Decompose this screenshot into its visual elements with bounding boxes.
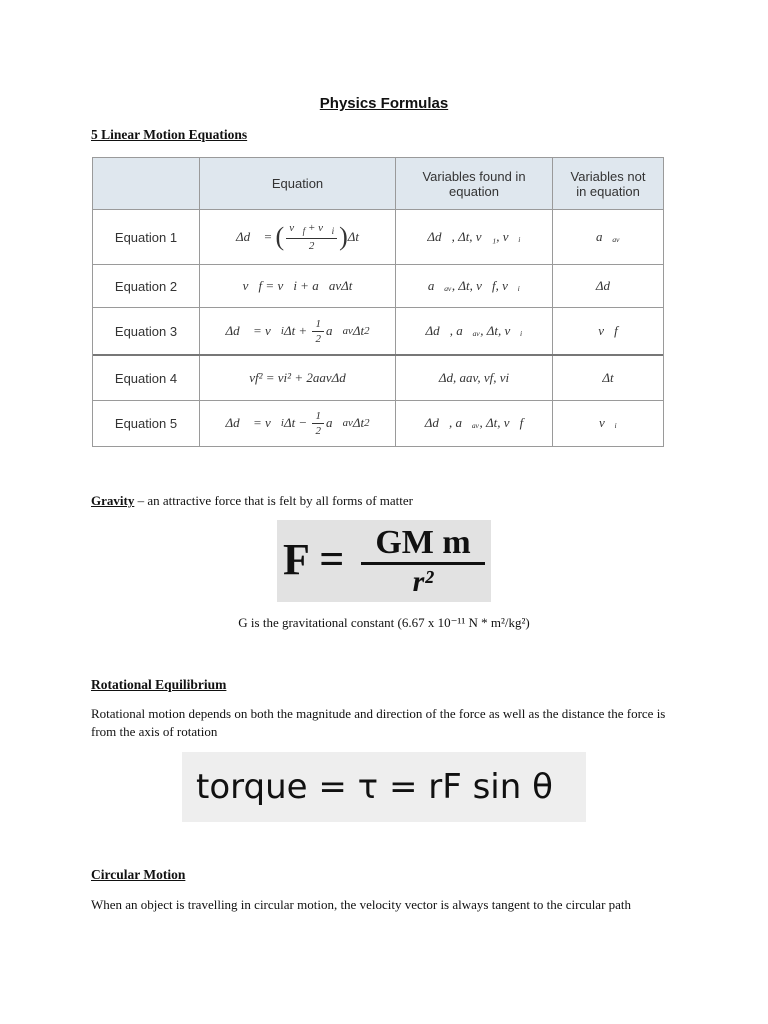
row-not: a⃗ₐᵥ [595, 229, 621, 244]
header-equation: Equation [271, 176, 324, 191]
equation-2-formula: v⃗f = v⃗i + a⃗avΔt [242, 278, 353, 293]
gravity-term: Gravity [91, 493, 135, 508]
row-label: Equation 5 [114, 415, 178, 431]
row-not: Δd⃗ [595, 278, 621, 293]
row-found: Δd, aav, vf, vi [438, 370, 510, 385]
row-label: Equation 1 [114, 229, 178, 245]
gravity-formula-lhs: F = [283, 535, 345, 584]
row-found: Δd⃗, a⃗ₐᵥ, Δt, v⃗f [424, 415, 524, 430]
row-label: Equation 3 [114, 323, 178, 339]
equation-3-formula: Δd⃗ = v⃗ i Δt + $\frac{1}{2}$ a⃗ av Δt 2 [225, 317, 370, 345]
equation-4-formula: vf² = vi² + 2aavΔd [249, 370, 346, 385]
circular-text: When an object is travelling in circular motion, the velocity vector is always tangent to the circular path [91, 897, 632, 912]
gravity-definition [91, 492, 413, 510]
rotational-heading: Rotational Equilibrium [91, 677, 227, 692]
gravity-formula-numerator: GM m [361, 524, 485, 565]
equation-1-formula: Δ d⃗ = ( $\frac{v⃗_f + v⃗_i}{2}$ ) Δt [235, 221, 360, 253]
row-not: Δt [602, 370, 614, 385]
row-label: Equation 2 [114, 278, 178, 294]
header-variables-found: Variables found in equation [422, 168, 526, 199]
row-found: a⃗ₐᵥ, Δt, v⃗f, v⃗ᵢ [427, 278, 521, 293]
row-found: Δd⃗, Δt, v⃗₁, v⃗ᵢ [427, 229, 521, 244]
linear-motion-heading: 5 Linear Motion Equations [91, 127, 248, 142]
circular-heading: Circular Motion [91, 867, 186, 882]
equation-5-formula: Δd⃗ = v⃗ i Δt − $\frac{1}{2}$ a⃗ av Δt 2 [225, 409, 370, 437]
gravity-definition-text: – an attractive force that is felt by all forms of matter [134, 493, 413, 508]
gravitational-constant-note: G is the gravitational constant (6.67 x 10⁻¹¹ N * m²/kg²) [238, 615, 530, 630]
page-title: Physics Formulas [319, 95, 449, 112]
row-not: v⃗f [598, 323, 618, 338]
linear-motion-table [92, 157, 664, 447]
row-label: Equation 4 [114, 370, 178, 386]
torque-formula: torque = τ = rF sin θ [182, 752, 586, 822]
rotational-text: Rotational motion depends on both the magnitude and direction of the force as well as the distance the force is from the axis of rotation [91, 706, 666, 739]
header-variables-not: Variables not in equation [570, 168, 646, 199]
gravity-formula-denominator: r² [412, 565, 434, 598]
row-not: v⃗ᵢ [599, 415, 617, 430]
gravity-formula [277, 520, 491, 602]
row-found: Δd⃗, a⃗ₐᵥ, Δt, v⃗ᵢ [425, 323, 523, 338]
